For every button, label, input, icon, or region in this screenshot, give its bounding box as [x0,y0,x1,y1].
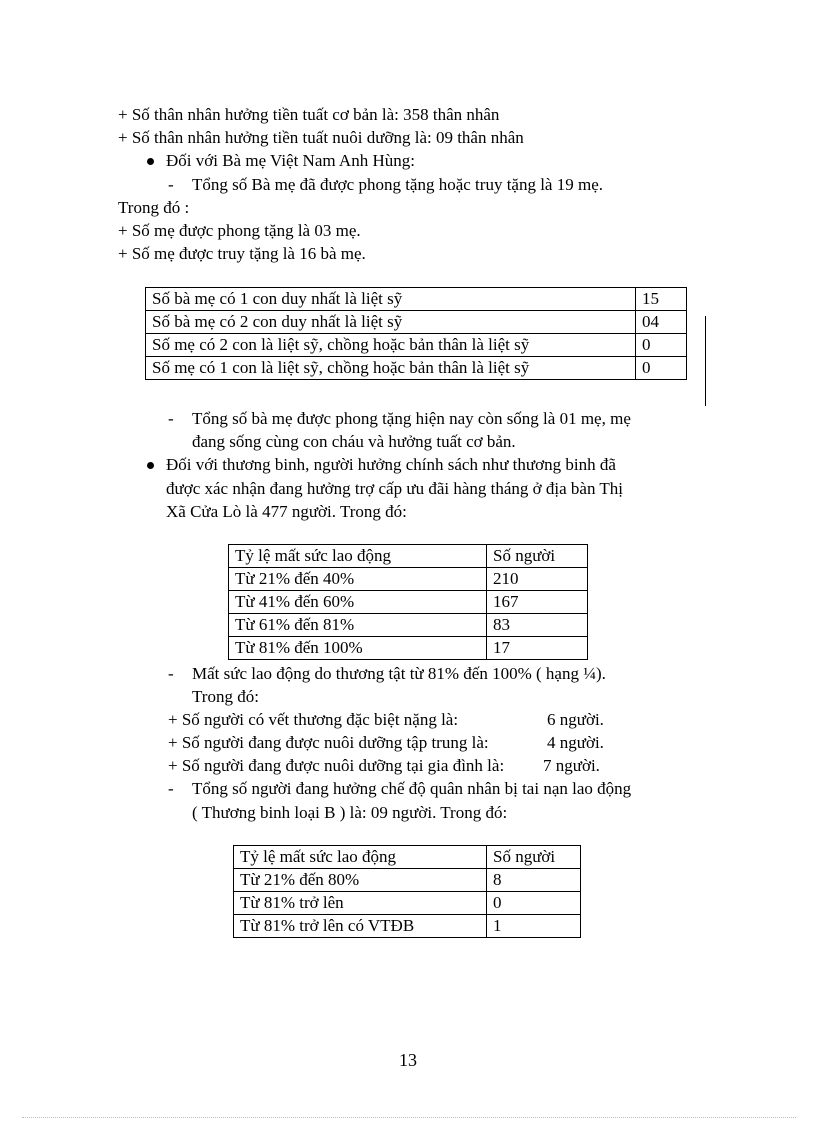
bullet-dot-icon [147,158,154,165]
line-central-care: + Số người đang được nuôi dưỡng tập trung là: [168,733,489,752]
heading-heroic-mothers: Đối với Bà mẹ Việt Nam Anh Hùng: [166,151,415,170]
table-cell: 1 [487,915,581,938]
table-row [229,568,588,591]
table-header-row [229,545,588,568]
line-mothers-awarded: + Số mẹ được phong tặng là 03 mẹ. [118,221,361,240]
table-header-cell: Tỷ lệ mất sức lao động [229,545,487,568]
table-cell: 17 [487,637,588,660]
dash-marker: - [168,664,174,683]
line-home-care: + Số người đang được nuôi dưỡng tại gia đình là: [168,756,505,775]
line-invalids-2: được xác nhận đang hưởng trợ cấp ưu đãi hàng tháng ở địa bàn Thị [166,479,623,498]
table-cell: Từ 21% đến 40% [229,568,487,591]
dash-marker: - [168,409,174,428]
mothers-table [145,287,687,380]
table-cell: Từ 81% đến 100% [229,637,487,660]
line-living-mothers-1: Tổng số bà mẹ được phong tặng hiện nay còn sống là 01 mẹ, mẹ [192,409,631,428]
table-cell: Từ 81% trở lên có VTĐB [234,915,487,938]
page-number: 13 [399,1050,417,1070]
table-cell: 0 [636,334,687,357]
page-bottom-border [22,1117,796,1118]
table-cell: Số mẹ có 2 con là liệt sỹ, chồng hoặc bản thân là liệt sỹ [146,334,636,357]
line-type-b-2: ( Thương binh loại B ) là: 09 người. Trong đó: [192,803,508,822]
line-total-mothers: Tổng số Bà mẹ đã được phong tặng hoặc truy tặng là 19 mẹ. [192,175,603,194]
dash-marker: - [168,175,174,194]
line-invalids-1: Đối với thương binh, người hưởng chính sách như thương binh đã [166,455,616,474]
line-nurture-pension: + Số thân nhân hưởng tiền tuất nuôi dưỡng là: 09 thân nhân [118,128,524,147]
table-header-cell: Tỷ lệ mất sức lao động [234,846,487,869]
table-cell: 0 [636,357,687,380]
line-mothers-posthumous: + Số mẹ được truy tặng là 16 bà mẹ. [118,244,366,263]
line-severe-loss-1: Mất sức lao động do thương tật từ 81% đến 100% ( hạng ¼). [192,664,606,683]
table-cell: 15 [636,288,687,311]
table-cell: 210 [487,568,588,591]
invalids-table [228,544,588,660]
table-cell: Số bà mẹ có 2 con duy nhất là liệt sỹ [146,311,636,334]
line-basic-pension: + Số thân nhân hưởng tiền tuất cơ bản là: 358 thân nhân [118,105,500,124]
table-header-cell: Số người [487,846,581,869]
line-invalids-3: Xã Cửa Lò là 477 người. Trong đó: [166,502,407,521]
line-type-b-1: Tổng số người đang hưởng chế độ quân nhân bị tai nạn lao động [192,779,632,798]
type-b-table [233,845,581,938]
table-row [229,614,588,637]
table-row [146,334,687,357]
table-row [146,357,687,380]
table-cell: 8 [487,869,581,892]
table-header-cell: Số người [487,545,588,568]
table-cell: Số bà mẹ có 1 con duy nhất là liệt sỹ [146,288,636,311]
table-cell: 167 [487,591,588,614]
table-row [234,892,581,915]
dash-marker: - [168,779,174,798]
table-cell: Từ 41% đến 60% [229,591,487,614]
bullet-dot-icon [147,462,154,469]
table-row [234,869,581,892]
table-row [146,311,687,334]
line-special-wounds: + Số người có vết thương đặc biệt nặng là: [168,710,459,729]
table-row [146,288,687,311]
table-cell: Từ 61% đến 81% [229,614,487,637]
line-in-which: Trong đó : [118,198,190,217]
value-special-wounds: 6 người. [547,710,604,729]
table-row [234,915,581,938]
margin-line [705,316,706,406]
line-living-mothers-2: đang sống cùng con cháu và hưởng tuất cơ bản. [192,432,516,451]
table-header-row [234,846,581,869]
table-cell: 0 [487,892,581,915]
value-central-care: 4 người. [547,733,604,752]
value-home-care: 7 người. [543,756,600,775]
table-cell: Từ 81% trở lên [234,892,487,915]
line-severe-loss-2: Trong đó: [192,687,259,706]
table-cell: Số mẹ có 1 con là liệt sỹ, chồng hoặc bản thân là liệt sỹ [146,357,636,380]
table-cell: Từ 21% đến 80% [234,869,487,892]
table-row [229,637,588,660]
table-row [229,591,588,614]
table-cell: 04 [636,311,687,334]
table-cell: 83 [487,614,588,637]
